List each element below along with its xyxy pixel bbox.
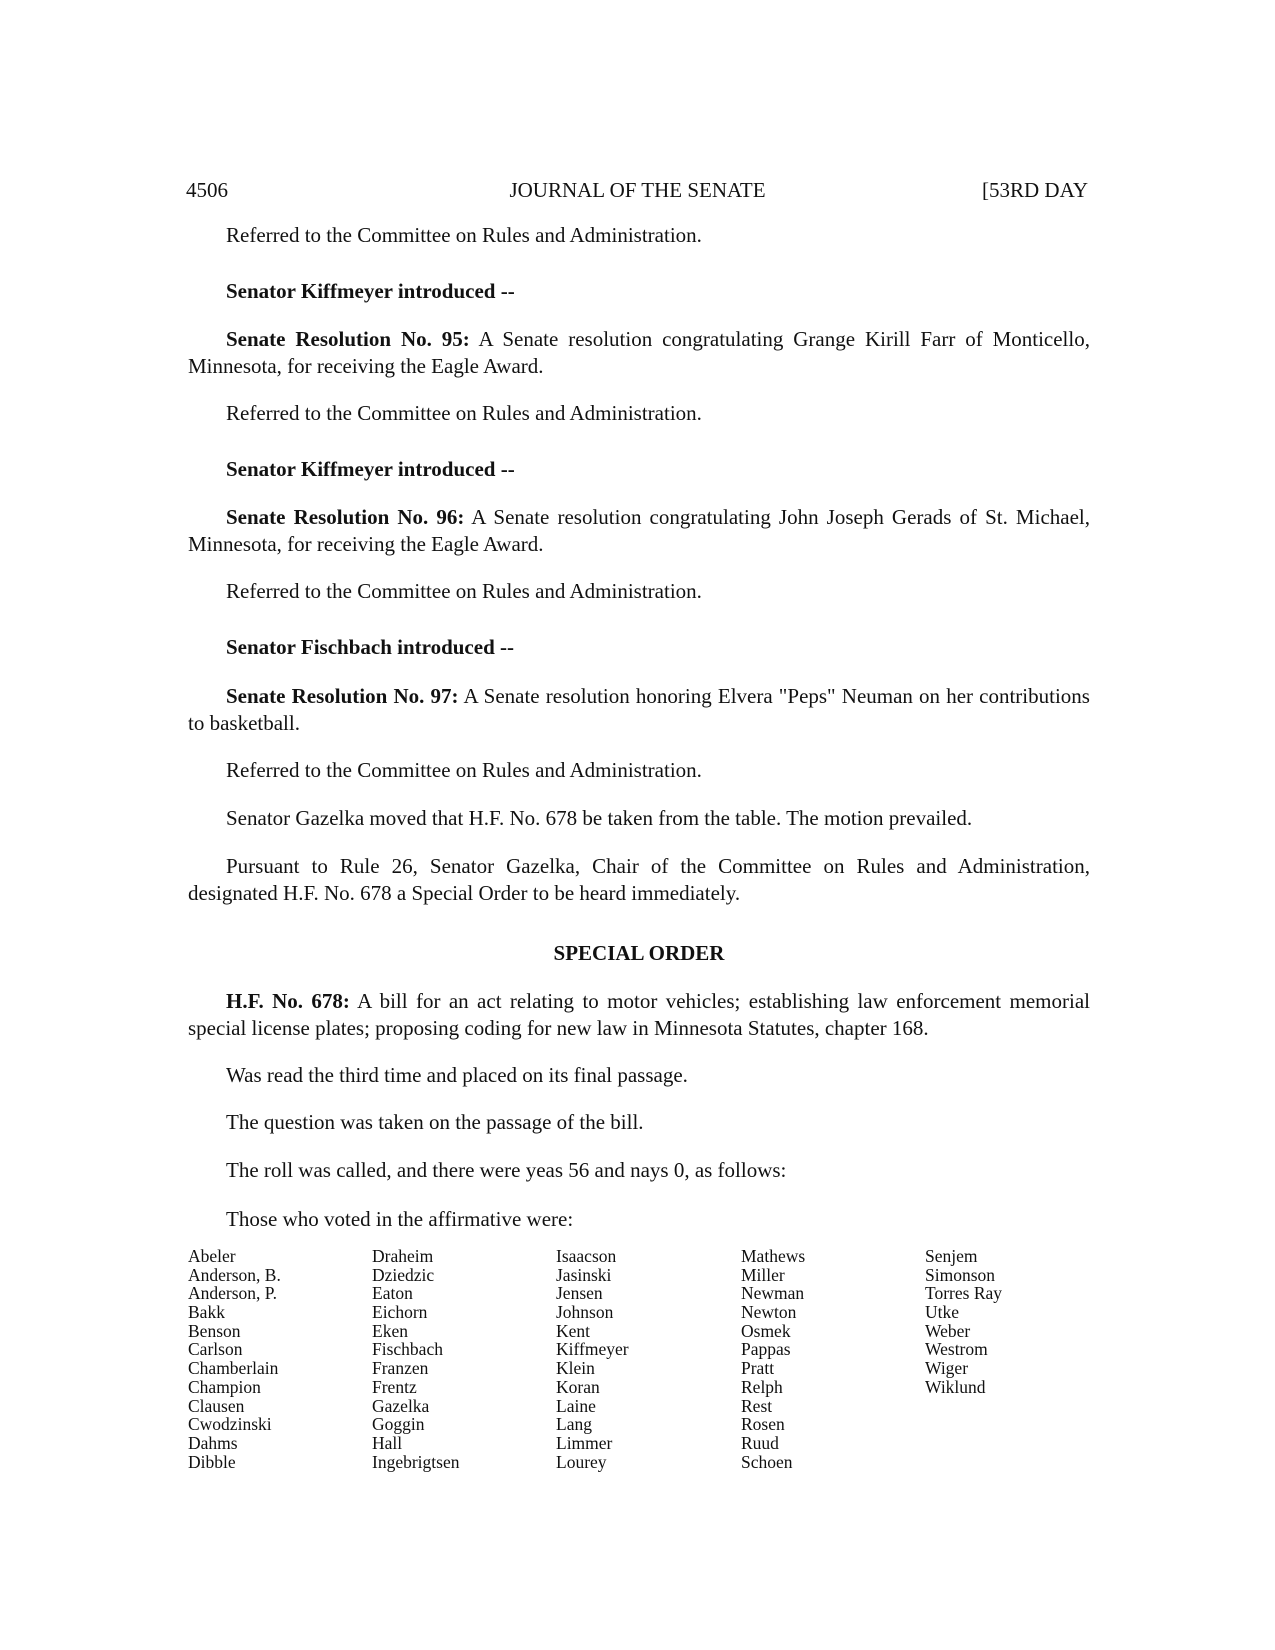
resolution-96 bbox=[188, 504, 1090, 558]
paragraph-text: Was read the third time and placed on its final passage. bbox=[226, 1063, 688, 1087]
senator-name: Simonson bbox=[925, 1264, 996, 1285]
senator-name: Johnson bbox=[556, 1302, 614, 1323]
page-number: 4506 bbox=[186, 178, 228, 202]
reading-note bbox=[188, 1062, 1090, 1089]
senator-name: Limmer bbox=[556, 1432, 613, 1453]
senator-name: Kent bbox=[556, 1320, 591, 1341]
roll-call-column bbox=[741, 1247, 805, 1471]
introducer-heading bbox=[188, 278, 1090, 305]
senator-name: Westrom bbox=[925, 1339, 988, 1360]
senator-name: Dziedzic bbox=[372, 1264, 435, 1285]
referral-note bbox=[188, 400, 1090, 427]
resolution-number: Senate Resolution No. 97: bbox=[226, 684, 459, 708]
senator-name: Anderson, P. bbox=[188, 1283, 277, 1304]
paragraph-text: Referred to the Committee on Rules and Administration. bbox=[226, 579, 702, 603]
journal-title: JOURNAL OF THE SENATE bbox=[509, 178, 766, 202]
senator-name: Jasinski bbox=[556, 1264, 612, 1285]
senator-name: Schoen bbox=[741, 1451, 793, 1472]
senator-name: Ruud bbox=[741, 1432, 779, 1453]
resolution-text: A Senate resolution honoring Elvera "Peps" Neuman on her contributions to basketball. bbox=[188, 684, 1090, 735]
heading-text: SPECIAL ORDER bbox=[553, 941, 725, 965]
senator-name: Dahms bbox=[188, 1432, 238, 1453]
senator-name: Lang bbox=[556, 1414, 592, 1435]
introducer-heading bbox=[188, 456, 1090, 483]
resolution-text: A Senate resolution congratulating Grange Kirill Farr of Monticello, Minnesota, for receiving the Eagle Award. bbox=[188, 327, 1090, 378]
senator-name: Laine bbox=[556, 1395, 596, 1416]
introducer-text: Senator Kiffmeyer introduced -- bbox=[226, 279, 515, 303]
senator-name: Hall bbox=[372, 1432, 403, 1453]
legislative-day: [53RD DAY bbox=[982, 178, 1088, 202]
roll-call-column bbox=[372, 1247, 459, 1471]
paragraph-text: Referred to the Committee on Rules and Administration. bbox=[226, 758, 702, 782]
paragraph-text: Referred to the Committee on Rules and Administration. bbox=[226, 401, 702, 425]
bill-text: A bill for an act relating to motor vehicles; establishing law enforcement memorial special license plates; proposing coding for new law in Minnesota Statutes, chapter 168. bbox=[188, 989, 1090, 1040]
paragraph-text: The question was taken on the passage of the bill. bbox=[226, 1110, 644, 1134]
paragraph-text: Referred to the Committee on Rules and Administration. bbox=[226, 223, 702, 247]
resolution-text: A Senate resolution congratulating John Joseph Gerads of St. Michael, Minnesota, for receiving the Eagle Award. bbox=[188, 505, 1090, 556]
senator-name: Jensen bbox=[556, 1283, 603, 1304]
senator-name: Kiffmeyer bbox=[556, 1339, 629, 1360]
roll-call-column bbox=[925, 1247, 1002, 1397]
senator-name: Pratt bbox=[741, 1358, 775, 1379]
senator-name: Draheim bbox=[372, 1246, 434, 1266]
senator-name: Gazelka bbox=[372, 1395, 430, 1416]
section-heading-special-order bbox=[188, 940, 1090, 967]
senator-name: Lourey bbox=[556, 1451, 607, 1472]
motion-paragraph bbox=[188, 805, 1090, 832]
senator-name: Weber bbox=[925, 1320, 971, 1341]
resolution-number: Senate Resolution No. 95: bbox=[226, 327, 470, 351]
senator-name: Wiger bbox=[925, 1358, 969, 1379]
bill-hf-678 bbox=[188, 988, 1090, 1042]
resolution-number: Senate Resolution No. 96: bbox=[226, 505, 465, 529]
senator-name: Relph bbox=[741, 1376, 783, 1397]
roll-call-column bbox=[188, 1247, 281, 1471]
senator-name: Osmek bbox=[741, 1320, 791, 1341]
senator-name: Miller bbox=[741, 1264, 785, 1285]
senator-name: Wiklund bbox=[925, 1376, 986, 1397]
senator-name: Eichorn bbox=[372, 1302, 428, 1323]
senator-name: Rest bbox=[741, 1395, 773, 1416]
senator-name: Chamberlain bbox=[188, 1358, 279, 1379]
referral-note bbox=[188, 578, 1090, 605]
resolution-95 bbox=[188, 326, 1090, 380]
senator-name: Senjem bbox=[925, 1246, 978, 1266]
senator-name: Benson bbox=[188, 1320, 241, 1341]
senator-name: Clausen bbox=[188, 1395, 245, 1416]
senator-name: Carlson bbox=[188, 1339, 243, 1360]
senator-name: Pappas bbox=[741, 1339, 791, 1360]
senator-name: Rosen bbox=[741, 1414, 785, 1435]
paragraph-text: Those who voted in the affirmative were: bbox=[226, 1207, 574, 1231]
paragraph-text: Senator Gazelka moved that H.F. No. 678 be taken from the table. The motion prevailed. bbox=[226, 806, 973, 830]
referral-note bbox=[188, 757, 1090, 784]
senator-name: Mathews bbox=[741, 1246, 806, 1266]
senator-name: Koran bbox=[556, 1376, 600, 1397]
affirmative-intro bbox=[188, 1206, 1090, 1233]
senator-name: Dibble bbox=[188, 1451, 236, 1472]
senator-name: Goggin bbox=[372, 1414, 425, 1435]
bill-number: H.F. No. 678: bbox=[226, 989, 350, 1013]
senator-name: Anderson, B. bbox=[188, 1264, 281, 1285]
senator-name: Bakk bbox=[188, 1302, 225, 1323]
introducer-heading bbox=[188, 634, 1090, 661]
senator-name: Newman bbox=[741, 1283, 805, 1304]
senator-name: Newton bbox=[741, 1302, 797, 1323]
special-order-designation bbox=[188, 853, 1090, 907]
introducer-text: Senator Kiffmeyer introduced -- bbox=[226, 457, 515, 481]
resolution-97 bbox=[188, 683, 1090, 737]
senator-name: Champion bbox=[188, 1376, 261, 1397]
senator-name: Klein bbox=[556, 1358, 595, 1379]
paragraph-text: Pursuant to Rule 26, Senator Gazelka, Chair of the Committee on Rules and Administration, designated H.F. No. 678 a Special Order to be heard immediately. bbox=[188, 854, 1090, 905]
roll-call-summary bbox=[188, 1157, 1090, 1184]
senator-name: Frentz bbox=[372, 1376, 417, 1397]
roll-call-column bbox=[556, 1247, 629, 1471]
question-note bbox=[188, 1109, 1090, 1136]
senator-name: Abeler bbox=[188, 1246, 236, 1266]
paragraph-text: The roll was called, and there were yeas 56 and nays 0, as follows: bbox=[226, 1158, 787, 1182]
senator-name: Ingebrigtsen bbox=[372, 1451, 460, 1472]
senator-name: Franzen bbox=[372, 1358, 429, 1379]
senator-name: Eaton bbox=[372, 1283, 413, 1304]
senator-name: Eken bbox=[372, 1320, 408, 1341]
senator-name: Fischbach bbox=[372, 1339, 443, 1360]
senator-name: Cwodzinski bbox=[188, 1414, 272, 1435]
senator-name: Isaacson bbox=[556, 1246, 617, 1266]
introducer-text: Senator Fischbach introduced -- bbox=[226, 635, 514, 659]
senator-name: Torres Ray bbox=[925, 1283, 1003, 1304]
senator-name: Utke bbox=[925, 1302, 960, 1323]
referral-note bbox=[188, 222, 1090, 249]
